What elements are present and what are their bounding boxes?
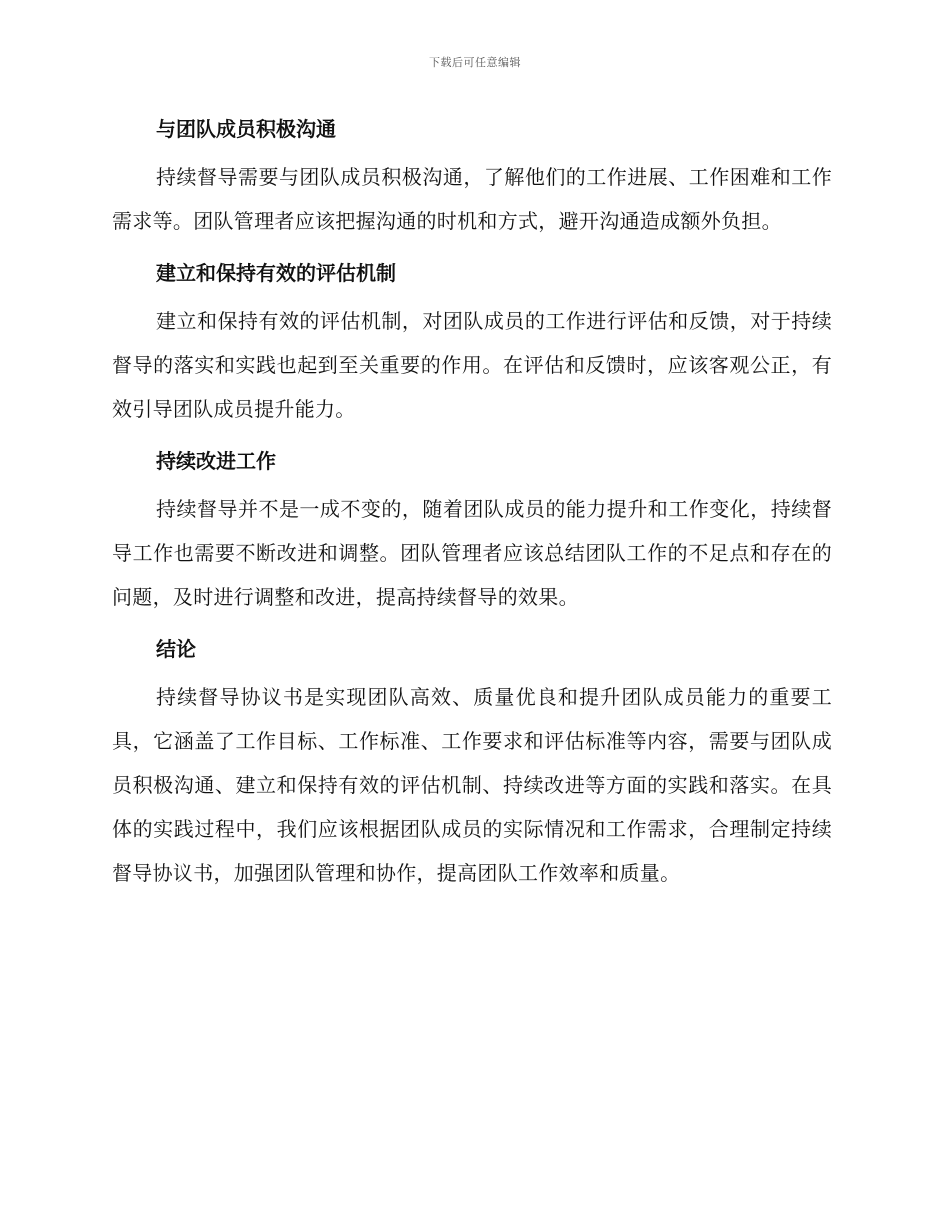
section-title-conclusion: 结论 [156,637,196,661]
header-note: 下载后可任意编辑 [429,56,521,69]
section-body-communication: 持续督导需要与团队成员积极沟通，了解他们的工作进展、工作困难和工作需求等。团队管理者应该把握沟通的时机和方式，避开沟通造成额外负担。 [112,165,832,233]
section-title-improvement: 持续改进工作 [156,449,276,473]
document-body [112,113,832,895]
section-body-improvement: 持续督导并不是一成不变的，随着团队成员的能力提升和工作变化，持续督导工作也需要不断改进和调整。团队管理者应该总结团队工作的不足点和存在的问题，及时进行调整和改进，提高持续督导的效果。 [112,497,832,609]
section-body-conclusion: 持续督导协议书是实现团队高效、质量优良和提升团队成员能力的重要工具，它涵盖了工作目标、工作标准、工作要求和评估标准等内容，需要与团队成员积极沟通、建立和保持有效的评估机制、持续改进等方面的实践和落实。在具体的实践过程中，我们应该根据团队成员的实际情况和工作需求，合理制定持续督导协议书，加强团队管理和协作，提高团队工作效率和质量。 [112,685,832,885]
section-body-evaluation: 建立和保持有效的评估机制，对团队成员的工作进行评估和反馈，对于持续督导的落实和实践也起到至关重要的作用。在评估和反馈时，应该客观公正，有效引导团队成员提升能力。 [112,309,832,421]
section-title-communication: 与团队成员积极沟通 [156,117,336,141]
section-title-evaluation: 建立和保持有效的评估机制 [156,261,396,285]
